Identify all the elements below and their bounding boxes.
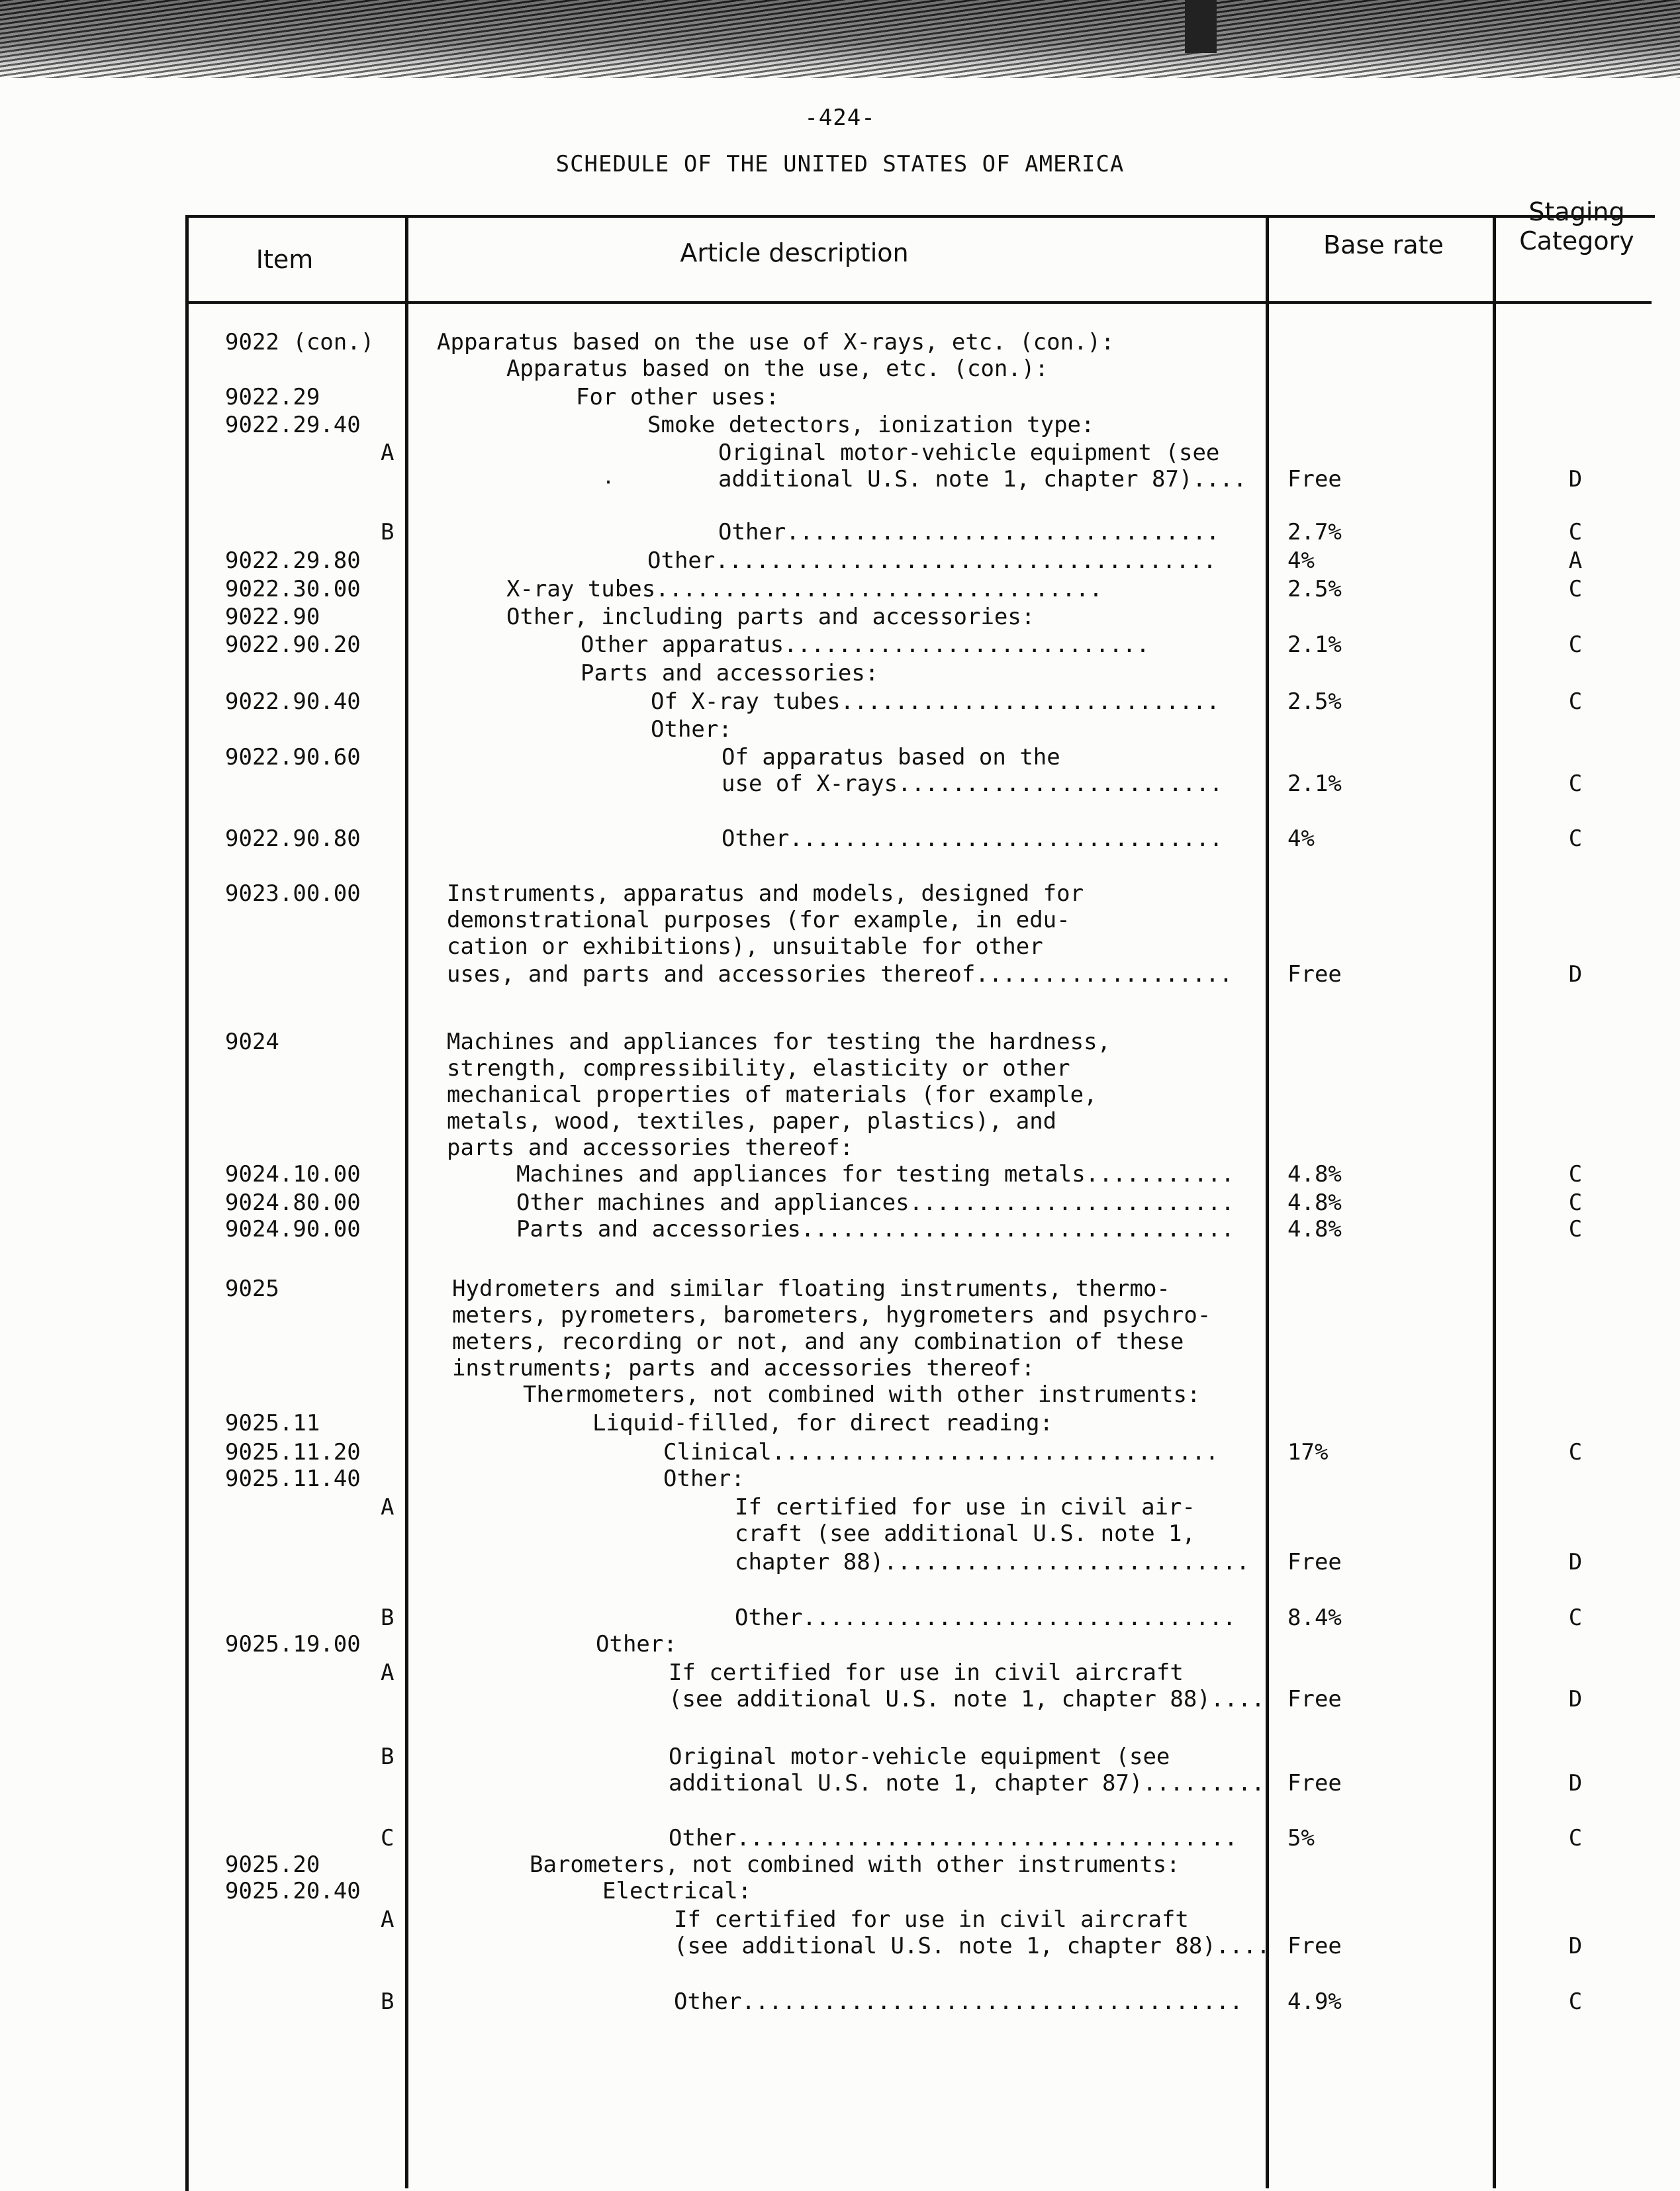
table-row xyxy=(0,769,1680,798)
row-description: Other machines and appliances........................ xyxy=(516,1189,1235,1216)
table-row xyxy=(0,1548,1680,1577)
row-subitem-letter: A xyxy=(381,1906,395,1933)
table-row xyxy=(0,1850,1680,1879)
row-description: If certified for use in civil aircraft xyxy=(674,1906,1189,1933)
row-staging-category: D xyxy=(1568,466,1583,492)
row-subitem-letter: A xyxy=(381,1659,395,1686)
row-item-number: 9024 xyxy=(225,1029,279,1055)
column-header-staging-line2: Category xyxy=(1519,226,1634,256)
row-description: If certified for use in civil aircraft xyxy=(669,1659,1184,1686)
row-item-number: 9022.29.40 xyxy=(225,412,361,438)
table-row xyxy=(0,1188,1680,1217)
row-staging-category: C xyxy=(1568,576,1583,602)
row-base-rate: Free xyxy=(1287,1933,1342,1959)
row-base-rate: 4.9% xyxy=(1287,1988,1342,2015)
row-subitem-letter: B xyxy=(381,519,395,545)
table-row xyxy=(0,824,1680,853)
table-row xyxy=(0,659,1680,688)
table-row xyxy=(0,1603,1680,1632)
row-description: strength, compressibility, elasticity or other xyxy=(447,1055,1070,1082)
table-row xyxy=(0,879,1680,908)
row-staging-category: C xyxy=(1568,825,1583,852)
row-base-rate: 4.8% xyxy=(1287,1216,1342,1242)
row-description: Other: xyxy=(596,1631,677,1657)
row-item-number: 9025.11 xyxy=(225,1410,320,1436)
row-description: Thermometers, not combined with other instruments: xyxy=(523,1381,1201,1408)
row-base-rate: 17% xyxy=(1287,1439,1329,1466)
table-row xyxy=(0,328,1680,357)
table-row xyxy=(0,438,1680,467)
row-item-number: 9022.90.80 xyxy=(225,825,361,852)
row-description: Clinical................................. xyxy=(663,1439,1219,1466)
row-description: Other..................................... xyxy=(669,1825,1238,1851)
row-description: Other................................ xyxy=(735,1605,1237,1631)
row-description: additional U.S. note 1, chapter 87).... xyxy=(718,466,1247,492)
row-description: mechanical properties of materials (for example, xyxy=(447,1082,1097,1108)
row-description: Original motor-vehicle equipment (see xyxy=(718,440,1220,466)
row-item-number: 9025.19.00 xyxy=(225,1631,361,1657)
row-description: parts and accessories thereof: xyxy=(447,1135,854,1161)
row-base-rate: Free xyxy=(1287,1686,1342,1712)
row-description: Instruments, apparatus and models, designed for xyxy=(447,880,1084,907)
row-base-rate: 4.8% xyxy=(1287,1189,1342,1216)
table-row xyxy=(0,1160,1680,1189)
row-staging-category: C xyxy=(1568,1988,1583,2015)
row-subitem-letter: C xyxy=(381,1825,395,1851)
table-row xyxy=(0,1301,1680,1330)
row-description: Other..................................... xyxy=(674,1988,1243,2015)
row-item-number: 9025 xyxy=(225,1276,279,1302)
column-header-item: Item xyxy=(256,245,314,274)
row-description: Smoke detectors, ionization type: xyxy=(647,412,1095,438)
row-item-number: 9022.29.80 xyxy=(225,547,361,574)
row-description: Other..................................... xyxy=(647,547,1217,574)
row-description: Other, including parts and accessories: xyxy=(506,604,1035,630)
row-base-rate: Free xyxy=(1287,961,1342,988)
table-row xyxy=(0,1658,1680,1687)
page-number: -424- xyxy=(804,105,876,131)
row-item-number: 9022 (con.) xyxy=(225,329,375,355)
row-description: cation or exhibitions), unsuitable for other xyxy=(447,933,1043,960)
table-row xyxy=(0,743,1680,772)
row-base-rate: 5% xyxy=(1287,1825,1315,1851)
row-description: (see additional U.S. note 1, chapter 88).... xyxy=(674,1933,1270,1959)
row-item-number: 9022.29 xyxy=(225,384,320,410)
scan-artifact-notch xyxy=(1185,0,1217,53)
row-description: Other................................ xyxy=(718,519,1220,545)
row-description: additional U.S. note 1, chapter 87)......... xyxy=(669,1770,1265,1796)
table-row xyxy=(0,1107,1680,1136)
row-description: Barometers, not combined with other instruments: xyxy=(530,1851,1180,1878)
column-header-description: Article description xyxy=(680,238,909,267)
row-description: Machines and appliances for testing metals........... xyxy=(516,1161,1235,1188)
row-description: Of apparatus based on the xyxy=(722,744,1060,770)
table-row xyxy=(0,1327,1680,1356)
table-row xyxy=(0,1742,1680,1771)
row-subitem-letter: B xyxy=(381,1744,395,1770)
table-row xyxy=(0,1054,1680,1083)
table-row xyxy=(0,715,1680,744)
row-item-number: 9022.30.00 xyxy=(225,576,361,602)
row-staging-category: D xyxy=(1568,1686,1583,1712)
row-description: Original motor-vehicle equipment (see xyxy=(669,1744,1170,1770)
row-base-rate: 2.7% xyxy=(1287,519,1342,545)
table-row xyxy=(0,1080,1680,1109)
row-staging-category: D xyxy=(1568,1770,1583,1796)
table-row xyxy=(0,1380,1680,1409)
table-row xyxy=(0,630,1680,659)
table-row xyxy=(0,1464,1680,1493)
row-item-number: 9025.20 xyxy=(225,1851,320,1878)
table-row xyxy=(0,1932,1680,1961)
row-description: craft (see additional U.S. note 1, xyxy=(735,1520,1195,1547)
row-base-rate: Free xyxy=(1287,466,1342,492)
table-row xyxy=(0,1824,1680,1853)
row-base-rate: Free xyxy=(1287,1549,1342,1575)
row-item-number: 9022.90.40 xyxy=(225,688,361,715)
row-description: chapter 88)........................... xyxy=(735,1549,1250,1575)
table-row xyxy=(0,687,1680,716)
row-description: Other: xyxy=(663,1466,745,1492)
table-row xyxy=(0,602,1680,631)
row-description: meters, recording or not, and any combination of these xyxy=(452,1329,1184,1355)
row-description: Other: xyxy=(651,716,732,743)
row-item-number: 9022.90.20 xyxy=(225,631,361,658)
table-row xyxy=(0,932,1680,961)
row-staging-category: C xyxy=(1568,1605,1583,1631)
row-base-rate: 2.1% xyxy=(1287,631,1342,658)
row-item-number: 9025.20.40 xyxy=(225,1878,361,1904)
table-row xyxy=(0,1769,1680,1798)
row-description: Of X-ray tubes............................ xyxy=(651,688,1220,715)
table-row xyxy=(0,1877,1680,1906)
row-staging-category: C xyxy=(1568,688,1583,715)
row-item-number: 9023.00.00 xyxy=(225,880,361,907)
table-row xyxy=(0,1133,1680,1162)
table-row xyxy=(0,1519,1680,1548)
table-row xyxy=(0,1987,1680,2016)
row-staging-category: A xyxy=(1568,547,1583,574)
row-description: Liquid-filled, for direct reading: xyxy=(592,1410,1053,1436)
row-description: uses, and parts and accessories thereof................... xyxy=(447,961,1233,988)
row-item-number: 9024.90.00 xyxy=(225,1216,361,1242)
row-item-number: 9025.11.20 xyxy=(225,1439,361,1466)
row-description: X-ray tubes................................. xyxy=(506,576,1103,602)
table-row xyxy=(0,1438,1680,1467)
row-base-rate: 4% xyxy=(1287,825,1315,852)
table-row xyxy=(0,1274,1680,1303)
row-description: Other................................ xyxy=(722,825,1223,852)
row-item-number: 9022.90 xyxy=(225,604,320,630)
table-row xyxy=(0,575,1680,604)
row-staging-category: C xyxy=(1568,1825,1583,1851)
row-description: Apparatus based on the use of X-rays, etc. (con.): xyxy=(437,329,1115,355)
table-row xyxy=(0,518,1680,547)
row-item-number: 9024.10.00 xyxy=(225,1161,361,1188)
row-staging-category: C xyxy=(1568,519,1583,545)
row-staging-category: D xyxy=(1568,1549,1583,1575)
row-base-rate: 8.4% xyxy=(1287,1605,1342,1631)
row-description: Machines and appliances for testing the hardness, xyxy=(447,1029,1111,1055)
row-base-rate: 4.8% xyxy=(1287,1161,1342,1188)
row-description: Apparatus based on the use, etc. (con.): xyxy=(506,355,1049,382)
row-staging-category: C xyxy=(1568,770,1583,797)
row-base-rate: 4% xyxy=(1287,547,1315,574)
table-row xyxy=(0,465,1680,494)
row-item-number: 9025.11.40 xyxy=(225,1466,361,1492)
document-title: SCHEDULE OF THE UNITED STATES OF AMERICA xyxy=(555,151,1125,177)
row-subitem-letter: B xyxy=(381,1605,395,1631)
row-staging-category: C xyxy=(1568,1161,1583,1188)
column-header-staging-line1: Staging xyxy=(1528,197,1625,226)
scan-artifact-band xyxy=(0,0,1680,78)
table-row xyxy=(0,410,1680,440)
table-row xyxy=(0,1215,1680,1244)
row-description: meters, pyrometers, barometers, hygrometers and psychro- xyxy=(452,1302,1211,1329)
row-description: Parts and accessories: xyxy=(581,660,879,686)
column-header-base-rate: Base rate xyxy=(1323,230,1444,259)
table-row xyxy=(0,1354,1680,1383)
row-description: instruments; parts and accessories thereof: xyxy=(452,1355,1035,1381)
row-base-rate: 2.1% xyxy=(1287,770,1342,797)
row-staging-category: C xyxy=(1568,1216,1583,1242)
table-row xyxy=(0,906,1680,935)
row-staging-category: D xyxy=(1568,1933,1583,1959)
table-row xyxy=(0,546,1680,575)
table-row xyxy=(0,960,1680,989)
row-staging-category: C xyxy=(1568,1189,1583,1216)
row-staging-category: C xyxy=(1568,1439,1583,1466)
row-description: metals, wood, textiles, paper, plastics), and xyxy=(447,1108,1057,1135)
stray-mark: · xyxy=(602,471,615,494)
header-rule xyxy=(185,301,1652,304)
table-row xyxy=(0,1027,1680,1056)
row-item-number: 9022.90.60 xyxy=(225,744,361,770)
table-row xyxy=(0,1905,1680,1934)
row-staging-category: D xyxy=(1568,961,1583,988)
table-row xyxy=(0,1493,1680,1522)
table-row xyxy=(0,1409,1680,1438)
row-description: Parts and accessories................................ xyxy=(516,1216,1235,1242)
row-description: demonstrational purposes (for example, in edu- xyxy=(447,907,1070,933)
table-row xyxy=(0,1630,1680,1659)
row-base-rate: 2.5% xyxy=(1287,576,1342,602)
table-row xyxy=(0,354,1680,383)
row-base-rate: 2.5% xyxy=(1287,688,1342,715)
row-subitem-letter: B xyxy=(381,1988,395,2015)
row-staging-category: C xyxy=(1568,631,1583,658)
row-description: If certified for use in civil air- xyxy=(735,1494,1195,1520)
row-subitem-letter: A xyxy=(381,440,395,466)
row-description: (see additional U.S. note 1, chapter 88).... xyxy=(669,1686,1265,1712)
row-description: Other apparatus........................... xyxy=(581,631,1150,658)
row-subitem-letter: A xyxy=(381,1494,395,1520)
row-item-number: 9024.80.00 xyxy=(225,1189,361,1216)
row-description: Hydrometers and similar floating instruments, thermo- xyxy=(452,1276,1170,1302)
table-row xyxy=(0,383,1680,412)
row-description: Electrical: xyxy=(602,1878,752,1904)
row-base-rate: Free xyxy=(1287,1770,1342,1796)
row-description: use of X-rays........................ xyxy=(722,770,1223,797)
table-row xyxy=(0,1685,1680,1714)
column-header-staging xyxy=(1497,197,1656,256)
row-description: For other uses: xyxy=(576,384,780,410)
